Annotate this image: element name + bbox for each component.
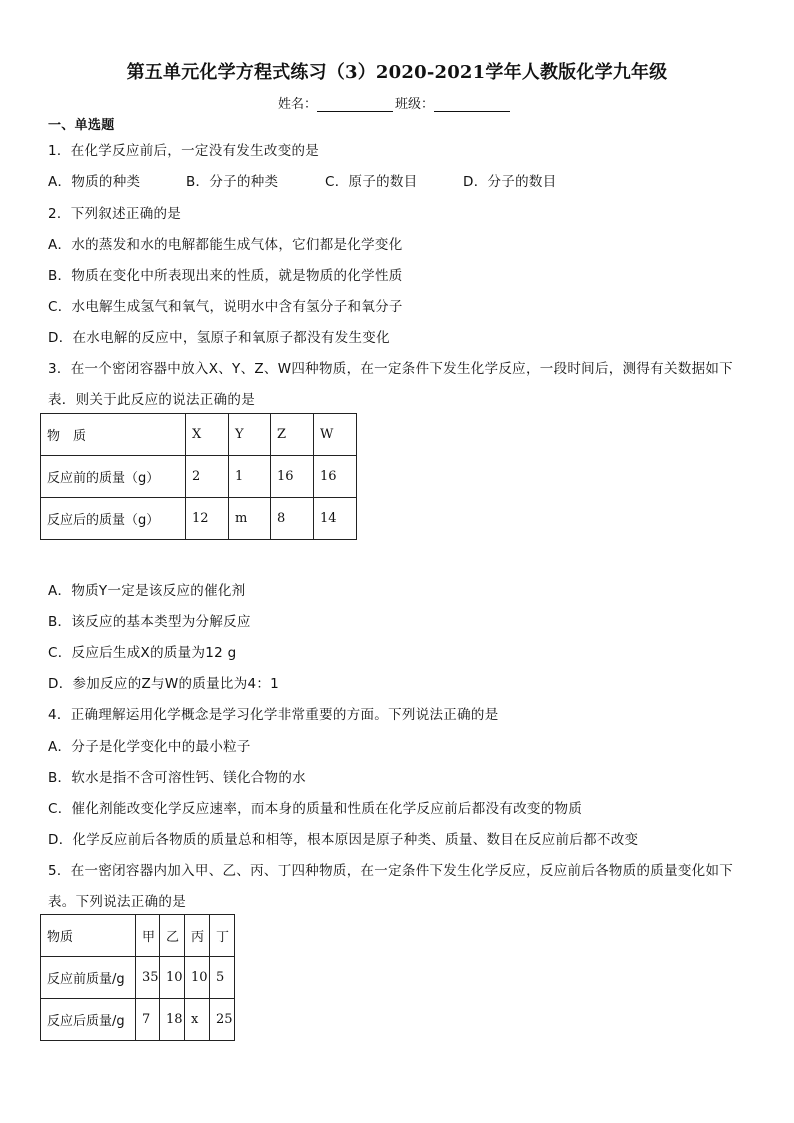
table-cell: 35 [136, 957, 160, 999]
table-cell: X [186, 414, 229, 456]
table-row [41, 957, 235, 999]
q2-option-b: B．物质在变化中所表现出来的性质，就是物质的化学性质 [48, 268, 403, 284]
table-cell: Z [271, 414, 314, 456]
q3-option-b: B．该反应的基本类型为分解反应 [48, 614, 251, 630]
q2-option-a: A．水的蒸发和水的电解都能生成气体，它们都是化学变化 [48, 237, 403, 253]
table-cell: 25 [210, 999, 235, 1041]
table-cell: 2 [186, 456, 229, 498]
q5-data-table [40, 914, 235, 1041]
table-cell: Y [229, 414, 271, 456]
q4-option-a: A．分子是化学变化中的最小粒子 [48, 739, 251, 755]
q5-stem-line1: 5．在一密闭容器内加入甲、乙、丙、丁四种物质，在一定条件下发生化学反应，反应前后各物质的质量变化如下 [48, 863, 734, 879]
q1-stem: 1．在化学反应前后，一定没有发生改变的是 [48, 143, 320, 159]
table-cell: m [229, 498, 271, 540]
table-cell: 物 质 [41, 414, 186, 456]
table-cell: 8 [271, 498, 314, 540]
q1-option-d: D．分子的数目 [463, 174, 557, 190]
q3-option-c: C．反应后生成X的质量为12 g [48, 645, 237, 661]
table-cell: 16 [271, 456, 314, 498]
table-cell: 反应后的质量（g） [41, 498, 186, 540]
q1-options [48, 170, 557, 190]
q2-stem: 2．下列叙述正确的是 [48, 206, 182, 222]
table-cell: 反应前的质量（g） [41, 456, 186, 498]
table-header-row [41, 915, 235, 957]
section-heading: 一、单选题 [48, 118, 115, 133]
table-cell: 甲 [136, 915, 160, 957]
q5-stem-line2: 表。下列说法正确的是 [48, 894, 186, 910]
class-blank [434, 97, 510, 112]
q3-data-table [40, 413, 357, 540]
table-row [41, 498, 357, 540]
table-header-row [41, 414, 357, 456]
table-cell: 16 [314, 456, 357, 498]
table-cell: 反应后质量/g [41, 999, 136, 1041]
q1-option-c: C．原子的数目 [325, 174, 418, 190]
student-info [278, 93, 512, 112]
table-cell: 18 [160, 999, 185, 1041]
table-row [41, 999, 235, 1041]
q1-option-b: B．分子的种类 [186, 174, 279, 190]
q3-stem-line1: 3．在一个密闭容器中放入X、Y、Z、W四种物质，在一定条件下发生化学反应，一段时间后，测得有关数据如下 [48, 361, 733, 377]
table-cell: 10 [160, 957, 185, 999]
table-cell: 丙 [185, 915, 210, 957]
page-title: 第五单元化学方程式练习（3）2020-2021学年人教版化学九年级 [126, 62, 668, 83]
q4-option-b: B．软水是指不含可溶性钙、镁化合物的水 [48, 770, 306, 786]
table-cell: 1 [229, 456, 271, 498]
table-cell: 乙 [160, 915, 185, 957]
table-cell: 12 [186, 498, 229, 540]
q1-option-a: A．物质的种类 [48, 174, 141, 190]
table-cell: 物质 [41, 915, 136, 957]
table-cell: 5 [210, 957, 235, 999]
name-blank [317, 97, 393, 112]
q2-option-c: C．水电解生成氢气和氧气，说明水中含有氢分子和氧分子 [48, 299, 403, 315]
q2-option-d: D．在水电解的反应中，氢原子和氧原子都没有发生变化 [48, 330, 390, 346]
table-cell: W [314, 414, 357, 456]
q3-option-d: D．参加反应的Z与W的质量比为4：1 [48, 676, 280, 692]
q4-option-c: C．催化剂能改变化学反应速率，而本身的质量和性质在化学反应前后都没有改变的物质 [48, 801, 583, 817]
table-cell: 反应前质量/g [41, 957, 136, 999]
q3-option-a: A．物质Y一定是该反应的催化剂 [48, 583, 246, 599]
class-label: 班级： [395, 97, 435, 112]
table-cell: 10 [185, 957, 210, 999]
q3-stem-line2: 表．则关于此反应的说法正确的是 [48, 392, 255, 408]
name-label: 姓名： [278, 97, 318, 112]
table-cell: x [185, 999, 210, 1041]
table-cell: 丁 [210, 915, 235, 957]
table-cell: 7 [136, 999, 160, 1041]
q4-stem: 4．正确理解运用化学概念是学习化学非常重要的方面。下列说法正确的是 [48, 707, 499, 723]
q4-option-d: D．化学反应前后各物质的质量总和相等，根本原因是原子种类、质量、数目在反应前后都不改变 [48, 832, 639, 848]
table-cell: 14 [314, 498, 357, 540]
table-row [41, 456, 357, 498]
